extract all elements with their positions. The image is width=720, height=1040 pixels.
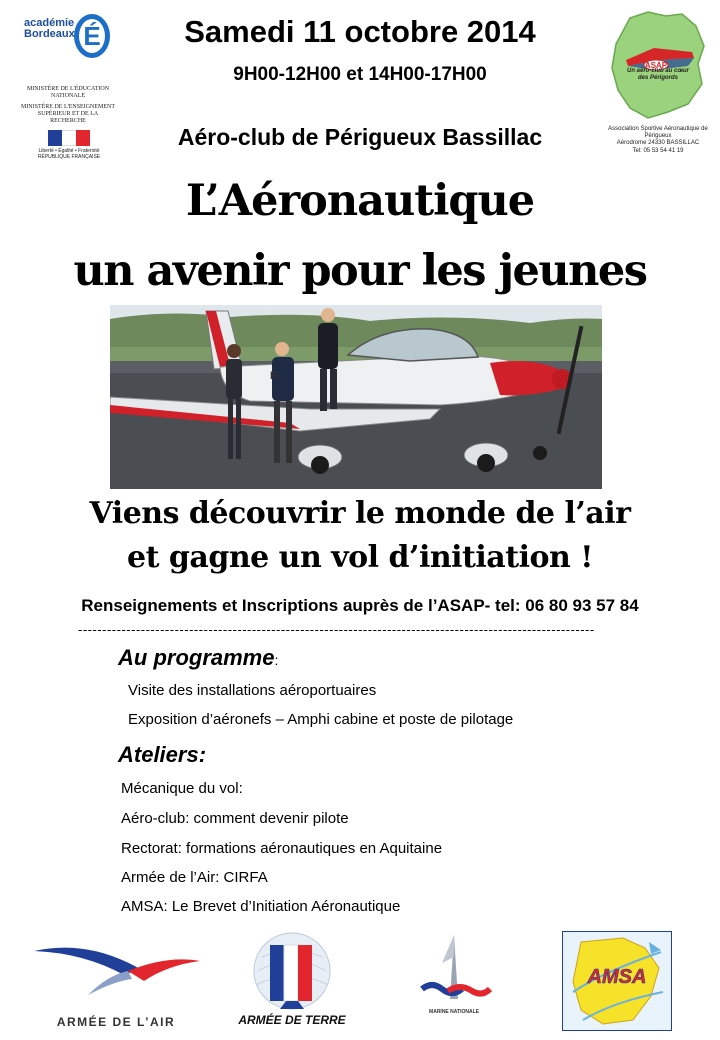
- club-name: Aéro-club de Périgueux Bassillac: [177, 124, 543, 150]
- academie-e-icon: É: [74, 14, 110, 58]
- asap-caption-phone: Tel: 05 53 54 41 19: [632, 148, 684, 154]
- airplane-illustration: [110, 305, 602, 489]
- atelier-item: Mécanique du vol:: [121, 780, 243, 797]
- marine-anchor-icon: [408, 933, 500, 1005]
- programme-heading-colon: :: [274, 652, 279, 668]
- airplane-photo: [110, 305, 602, 489]
- french-flag-icon: [48, 130, 90, 146]
- atelier-item: AMSA: Le Brevet d’Initiation Aéronautique: [121, 898, 401, 915]
- separator-line: -----------------------------------------------------------------------------------------------------------: [78, 622, 595, 636]
- plane-registration: F-: [270, 370, 281, 382]
- asap-caption-name: Association Sportive Aéronautique de Périgueux: [608, 126, 708, 139]
- atelier-item: Rectorat: formations aéronautiques en Aquitaine: [121, 840, 443, 857]
- armee-terre-globe-icon: [222, 931, 362, 1011]
- event-hours: 9H00-12H00 et 14H00-17H00: [233, 64, 487, 85]
- atelier-item: Armée de l’Air: CIRFA: [121, 869, 268, 886]
- atelier-item: Aéro-club: comment devenir pilote: [121, 810, 349, 827]
- ateliers-heading: Ateliers:: [118, 742, 207, 767]
- armee-de-terre-logo: [222, 931, 362, 1035]
- armee-de-l-air-logo: [28, 935, 204, 1035]
- programme-item: Visite des installations aéroportuaires: [128, 682, 377, 699]
- armee-air-label: ARMÉE DE L’AIR: [56, 1015, 176, 1029]
- armee-air-wing-icon: [28, 935, 204, 1005]
- main-title-line2: un avenir pour les jeunes: [73, 246, 647, 296]
- academie-name: académie Bordeaux: [24, 17, 75, 40]
- asap-logo: [608, 8, 708, 158]
- programme-heading: [118, 645, 278, 671]
- amsa-label: AMSA: [587, 966, 647, 988]
- marine-nationale-logo: [408, 933, 500, 1035]
- amsa-logo: [562, 931, 672, 1031]
- partner-logos: [0, 925, 720, 1040]
- programme-item: Exposition d’aéronefs – Amphi cabine et poste de pilotage: [128, 711, 514, 728]
- main-title-line1: L’Aéronautique: [185, 176, 535, 226]
- ministere-enseignement: MINISTÈRE DE L'ENSEIGNEMENT SUPÉRIEUR ET DE LA RECHERCHE: [20, 104, 116, 124]
- programme-heading-text: Au programme: [118, 645, 275, 670]
- tagline-line1: Viens découvrir le monde de l’air: [89, 496, 631, 531]
- event-date: Samedi 11 octobre 2014: [184, 14, 536, 49]
- academie-logo-tile: [20, 6, 116, 70]
- asap-badge: ASAP: [644, 61, 668, 70]
- contact-info: Renseignements et Inscriptions auprès de l’ASAP- tel: 06 80 93 57 84: [81, 596, 639, 615]
- asap-motto: Un aéro-club au cœur des Périgords: [626, 68, 689, 81]
- republique-devise: Liberté • Égalité • Fraternité RÉPUBLIQUE FRANÇAISE: [37, 148, 101, 160]
- academie-bordeaux-logo: [20, 6, 116, 160]
- ministere-education: MINISTÈRE DE L'ÉDUCATION NATIONALE: [26, 86, 110, 99]
- marine-label: MARINE NATIONALE: [429, 1009, 479, 1015]
- asap-caption-address: Aérodrome 24330 BASSILLAC: [616, 140, 700, 146]
- tagline-line2: et gagne un vol d’initiation !: [127, 540, 593, 575]
- armee-terre-label: ARMÉE DE TERRE: [238, 1013, 346, 1027]
- asap-map-icon: [608, 8, 708, 124]
